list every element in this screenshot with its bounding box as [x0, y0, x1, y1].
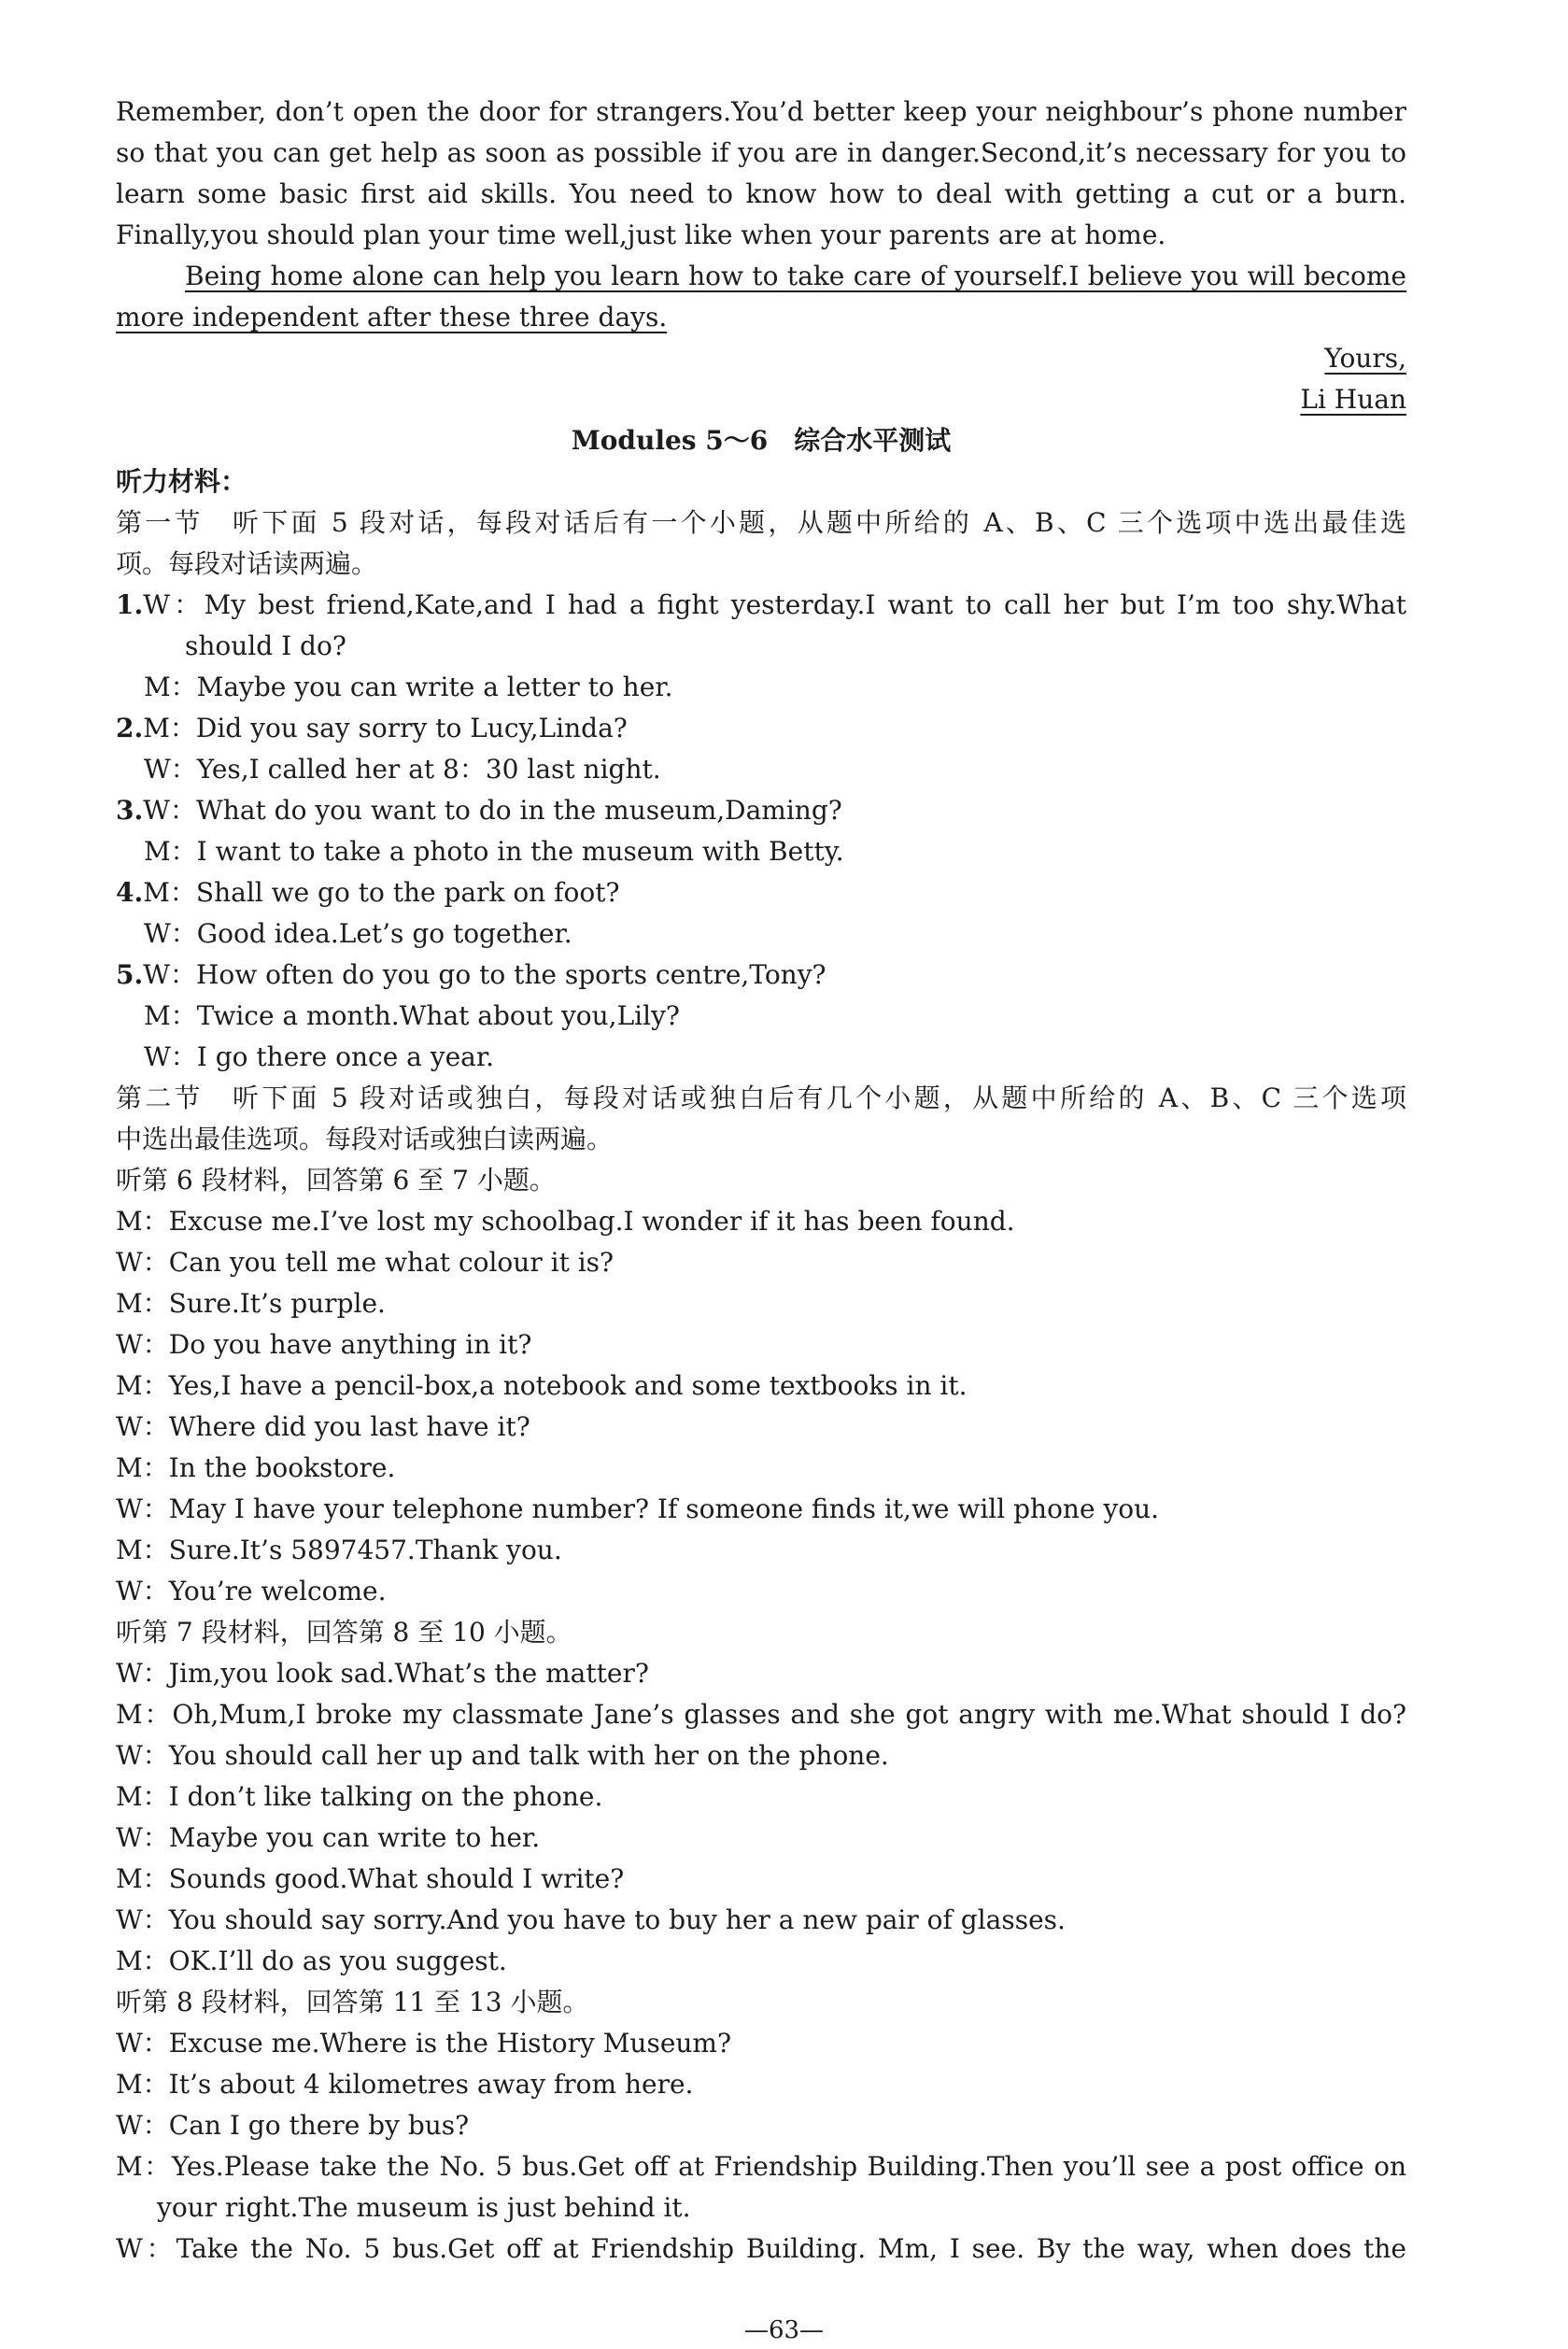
letter-line-2: so that you can get help as soon as possible if you are in danger.Second,it’s necessary for you to: [116, 137, 1406, 168]
dialogue-text: M：Did you say sorry to Lucy,Linda?: [143, 713, 628, 743]
signature-text: Li Huan: [1300, 384, 1406, 415]
material6-line: M：Yes,I have a pencil-box,a notebook and some textbooks in it.: [116, 1370, 968, 1401]
section2-instructions-1: 第二节 听下面 5 段对话或独白，每段对话或独白后有几个小题，从题中所给的 A、B、C 三个选项: [116, 1083, 1406, 1113]
material6-line: W：Can you tell me what colour it is?: [116, 1247, 614, 1278]
material8-continuation: your right.The museum is just behind it.: [157, 2192, 691, 2223]
section1-instructions-2: 项。每段对话读两遍。: [116, 548, 378, 579]
material7-heading: 听第 7 段材料，回答第 8 至 10 小题。: [116, 1617, 572, 1648]
dialogue-5-line-1: [116, 958, 1406, 992]
material6-heading: 听第 6 段材料，回答第 6 至 7 小题。: [116, 1165, 556, 1196]
dialogue-2-line-1: [116, 712, 1406, 745]
material7-line: W：You should say sorry.And you have to buy her a new pair of glasses.: [116, 1904, 1066, 1935]
material8-heading: 听第 8 段材料，回答第 11 至 13 小题。: [116, 1987, 589, 2017]
material7-line: W：Maybe you can write to her.: [116, 1822, 541, 1853]
page-number: —63—: [743, 2316, 825, 2344]
dialogue-text: W：What do you want to do in the museum,Daming?: [143, 795, 842, 826]
material8-last-line: W：Take the No. 5 bus.Get off at Friendship Building. Mm, I see. By the way, when does the: [116, 2233, 1406, 2264]
material6-line: W：You’re welcome.: [116, 1576, 387, 1606]
letter-line-1: Remember, don’t open the door for strangers.You’d better keep your neighbour’s phone number: [116, 96, 1406, 127]
material6-line: M：Sure.It’s 5897457.Thank you.: [116, 1535, 562, 1565]
letter-underlined-line-1: Being home alone can help you learn how to take care of yourself.I believe you will become: [185, 261, 1406, 291]
dialogue-1-line-2: M：Maybe you can write a letter to her.: [144, 672, 673, 702]
letter-signature: [116, 383, 1406, 417]
material6-line: W：Where did you last have it?: [116, 1411, 530, 1442]
dialogue-1-line-1: [116, 588, 1406, 622]
letter-underlined-line-2: more independent after these three days.: [116, 302, 668, 333]
dialogue-5-line-2: M：Twice a month.What about you,Lily?: [144, 1000, 680, 1031]
material8-line: M：It’s about 4 kilometres away from here.: [116, 2069, 694, 2100]
letter-line-4: Finally,you should plan your time well,just like when your parents are at home.: [116, 219, 1166, 250]
material8-line: M：Yes.Please take the No. 5 bus.Get off at Friendship Building.Then you’ll see a post office on: [116, 2151, 1406, 2182]
dialogue-text: W：My best friend,Kate,and I had a fight yesterday.I want to call her but I’m too shy.What: [143, 589, 1406, 620]
material6-line: W：May I have your telephone number? If someone finds it,we will phone you.: [116, 1493, 1160, 1524]
material7-line: M：OK.I’ll do as you suggest.: [116, 1946, 507, 1976]
section2-instructions-2: 中选出最佳选项。每段对话或独白读两遍。: [116, 1124, 614, 1154]
section1-instructions-1: 第一节 听下面 5 段对话，每段对话后有一个小题，从题中所给的 A、B、C 三个选项中选出最佳选: [116, 507, 1406, 538]
dialogue-4-line-2: W：Good idea.Let’s go together.: [144, 918, 572, 949]
material-heading: 听力材料：: [116, 466, 247, 497]
material6-line: M：Excuse me.I’ve lost my schoolbag.I wonder if it has been found.: [116, 1206, 1015, 1237]
material6-line: M：Sure.It’s purple.: [116, 1288, 386, 1319]
material7-line: W：Jim,you look sad.What’s the matter?: [116, 1658, 649, 1689]
dialogue-number: 2.: [116, 713, 144, 743]
dialogue-number: 4.: [116, 877, 144, 908]
dialogue-3-line-1: [116, 794, 1406, 828]
dialogue-1-line-1b: should I do?: [185, 630, 346, 661]
dialogue-number: 5.: [116, 959, 144, 990]
material6-line: M：In the bookstore.: [116, 1452, 396, 1483]
material8-line: W：Excuse me.Where is the History Museum?: [116, 2028, 731, 2059]
dialogue-number: 1.: [116, 589, 144, 620]
dialogue-text: M：Shall we go to the park on foot?: [143, 877, 620, 908]
dialogue-4-line-1: [116, 876, 1406, 910]
closing-text: Yours,: [1324, 343, 1406, 374]
material7-line: W：You should call her up and talk with her on the phone.: [116, 1740, 889, 1771]
test-title: Modules 5～6 综合水平测试: [571, 425, 952, 456]
letter-line-3: learn some basic first aid skills. You need to know how to deal with getting a cut or a burn.: [116, 178, 1406, 209]
dialogue-2-line-2: W：Yes,I called her at 8：30 last night.: [144, 754, 661, 785]
dialogue-5-line-3: W：I go there once a year.: [144, 1041, 495, 1072]
dialogue-3-line-2: M：I want to take a photo in the museum with Betty.: [144, 836, 844, 867]
material7-line: M：Oh,Mum,I broke my classmate Jane’s glasses and she got angry with me.What should I do?: [116, 1699, 1406, 1730]
letter-closing: [116, 342, 1406, 375]
material7-line: M：Sounds good.What should I write?: [116, 1863, 625, 1894]
material7-line: M：I don’t like talking on the phone.: [116, 1781, 603, 1812]
material8-line: W：Can I go there by bus?: [116, 2110, 470, 2141]
material6-line: W：Do you have anything in it?: [116, 1329, 532, 1360]
dialogue-text: W：How often do you go to the sports centre,Tony?: [143, 959, 826, 990]
dialogue-number: 3.: [116, 795, 144, 826]
